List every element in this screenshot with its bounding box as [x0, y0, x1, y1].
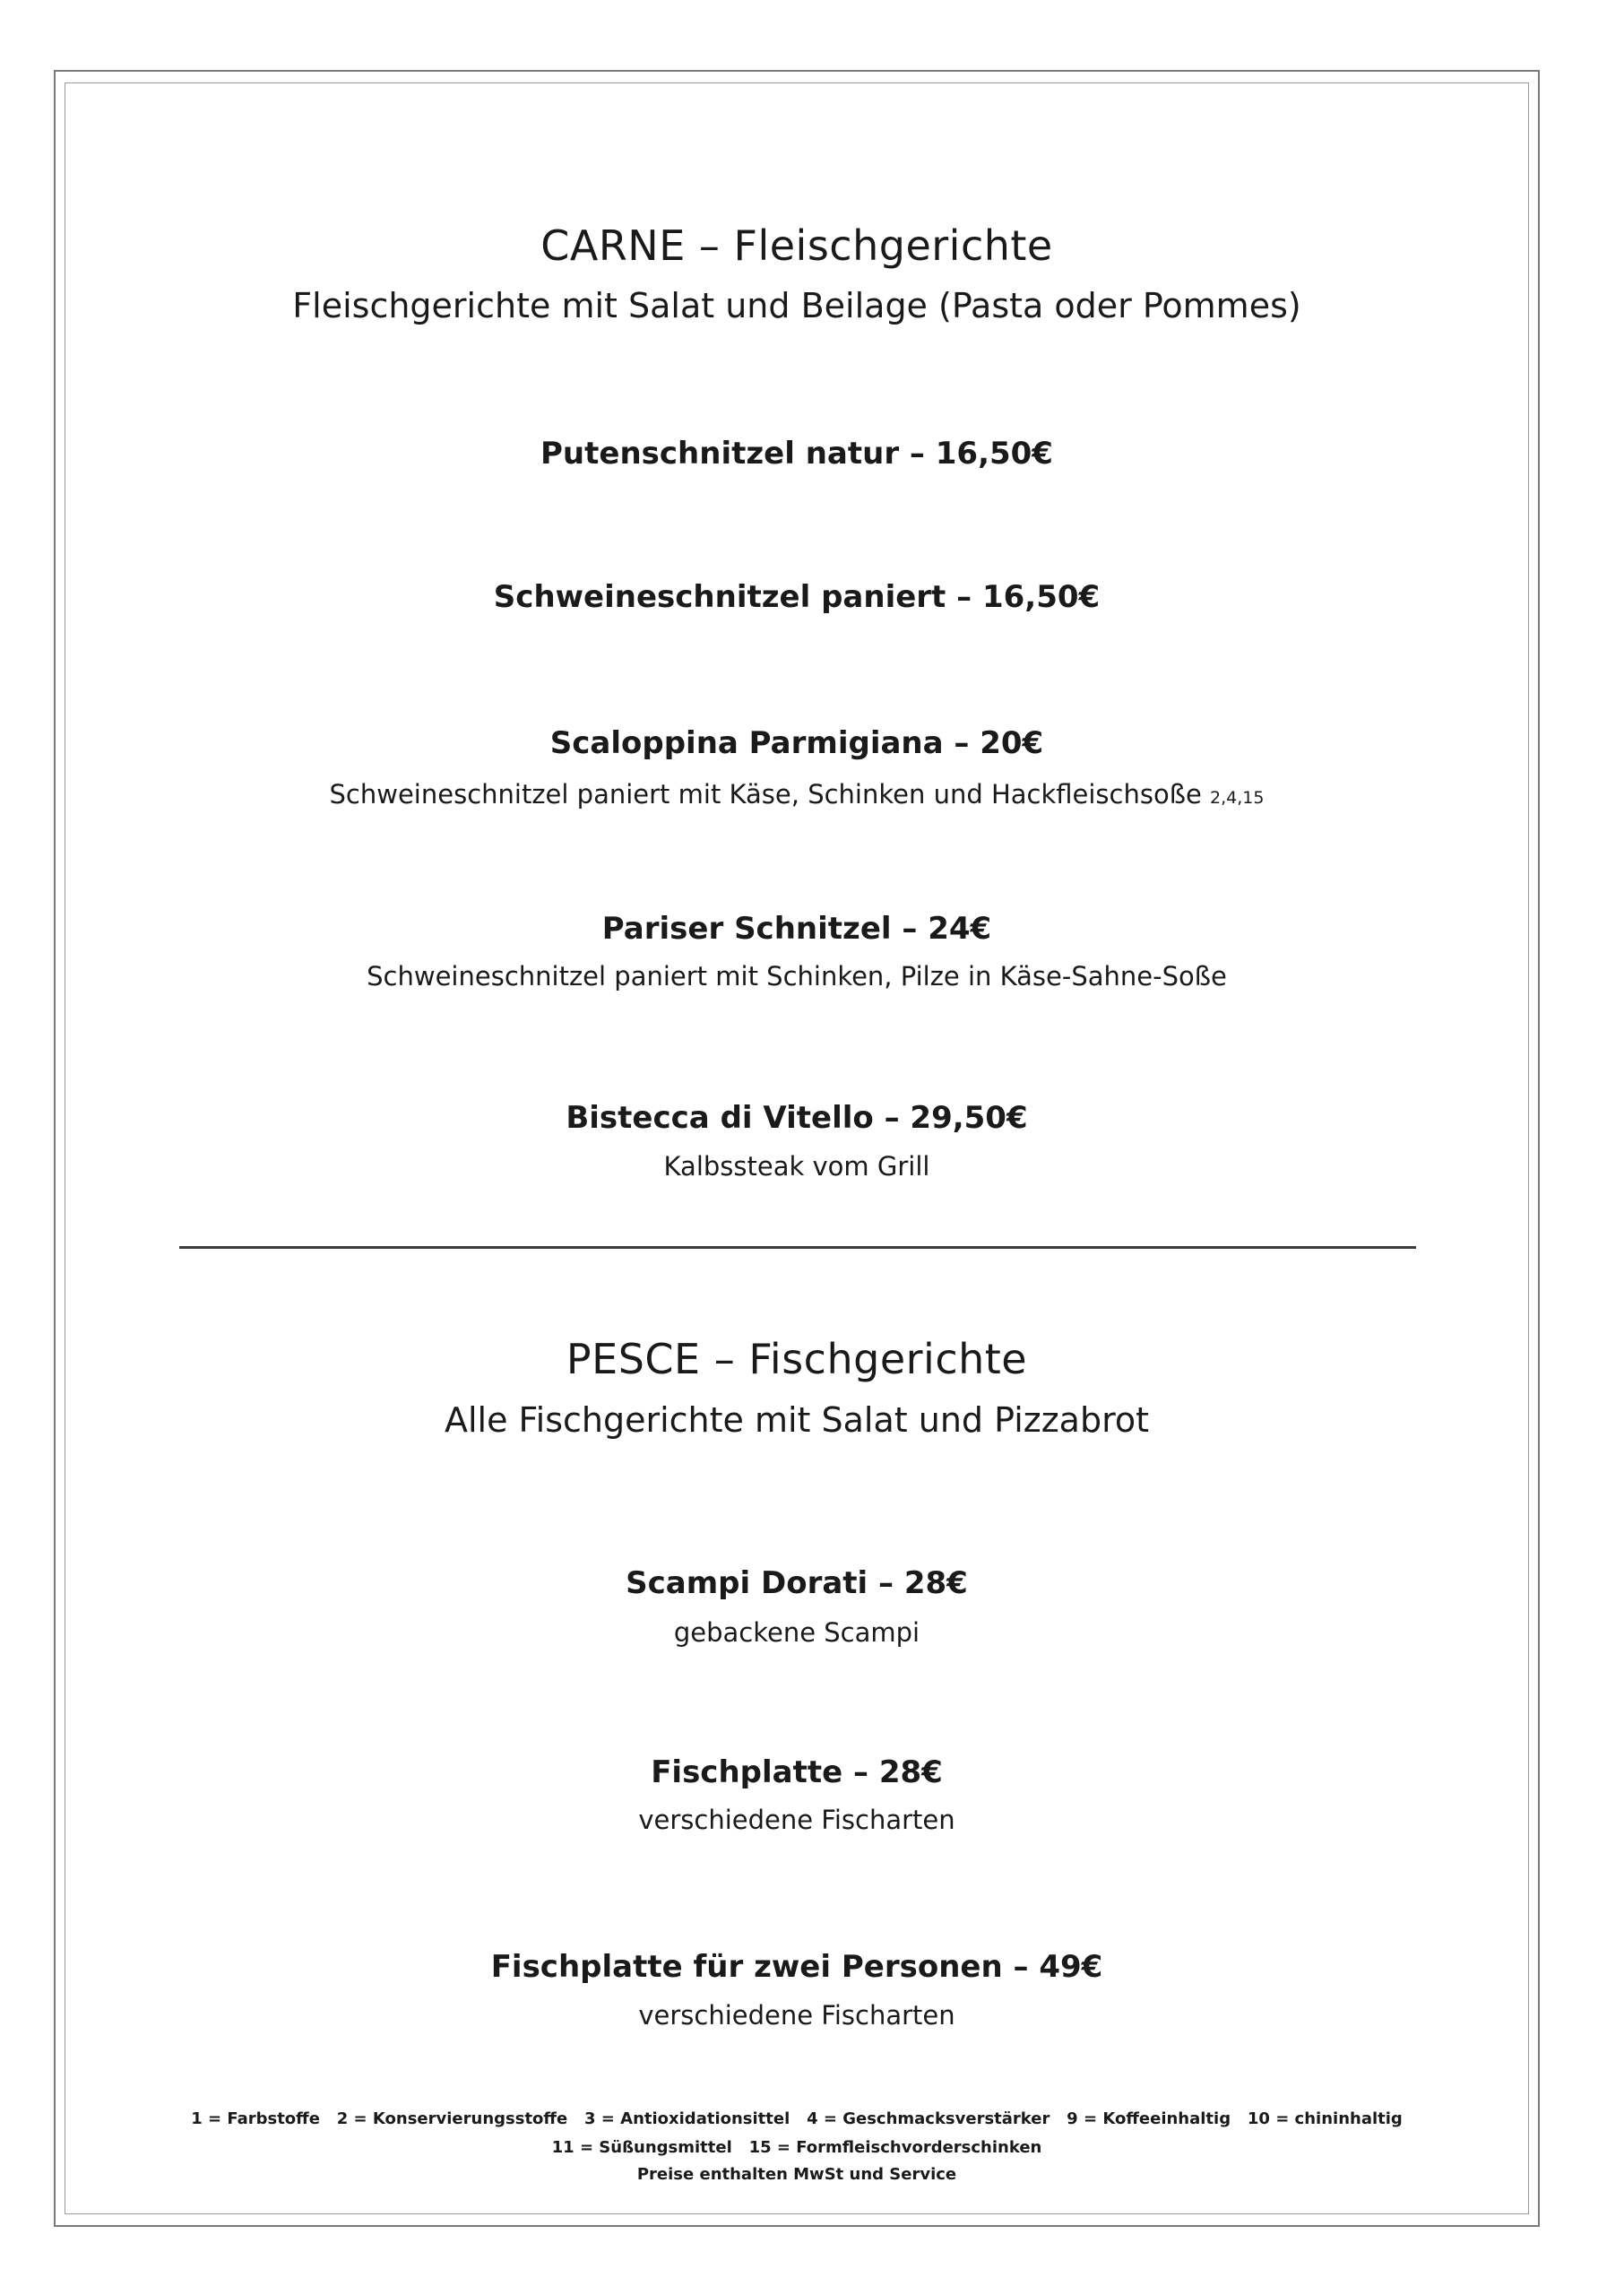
- allergen-legend-line1: 1 = Farbstoffe 2 = Konservierungsstoffe 3 = Antioxidationsittel 4 = Geschmacksverstärker 9 = Koffeeinhaltig 10 = chininhaltig: [191, 2109, 1403, 2128]
- dish-pariser-schnitzel: Pariser Schnitzel – 24€: [601, 911, 992, 947]
- section-title-carne: CARNE – Fleischgerichte: [540, 221, 1053, 270]
- dish-scampi-dorati-desc: gebackene Scampi: [673, 1617, 920, 1648]
- price-note: Preise enthalten MwSt und Service: [636, 2165, 957, 2184]
- section-subtitle-pesce: Alle Fischgerichte mit Salat und Pizzabrot: [444, 1400, 1150, 1440]
- dish-scaloppina-desc-text: Schweineschnitzel paniert mit Käse, Schinken und Hackfleischsoße: [329, 779, 1202, 810]
- dish-scaloppina-allergens: 2,4,15: [1210, 788, 1265, 808]
- dish-bistecca-desc: Kalbssteak vom Grill: [663, 1151, 930, 1182]
- dish-bistecca: Bistecca di Vitello – 29,50€: [566, 1100, 1028, 1136]
- dish-fischplatte: Fischplatte – 28€: [651, 1754, 943, 1790]
- dish-schweineschnitzel: Schweineschnitzel paniert – 16,50€: [493, 579, 1101, 615]
- dish-scaloppina: Scaloppina Parmigiana – 20€: [549, 725, 1044, 761]
- dish-fischplatte-zwei: Fischplatte für zwei Personen – 49€: [490, 1949, 1103, 1985]
- section-subtitle-carne: Fleischgerichte mit Salat und Beilage (Pasta oder Pommes): [292, 286, 1301, 325]
- section-title-pesce: PESCE – Fischgerichte: [566, 1335, 1028, 1383]
- menu-page: [54, 0, 1540, 2223]
- dish-fischplatte-zwei-desc: verschiedene Fischarten: [638, 2000, 955, 2031]
- dish-fischplatte-desc: verschiedene Fischarten: [638, 1805, 955, 1835]
- section-divider: [179, 1246, 1416, 1249]
- dish-scampi-dorati: Scampi Dorati – 28€: [626, 1565, 968, 1601]
- allergen-legend-line2: 11 = Süßungsmittel 15 = Formfleischvorderschinken: [551, 2138, 1042, 2157]
- dish-scaloppina-desc: [54, 780, 1540, 810]
- dish-pariser-schnitzel-desc: Schweineschnitzel paniert mit Schinken, Pilze in Käse-Sahne-Soße: [367, 961, 1227, 992]
- dish-putenschnitzel: Putenschnitzel natur – 16,50€: [540, 436, 1053, 472]
